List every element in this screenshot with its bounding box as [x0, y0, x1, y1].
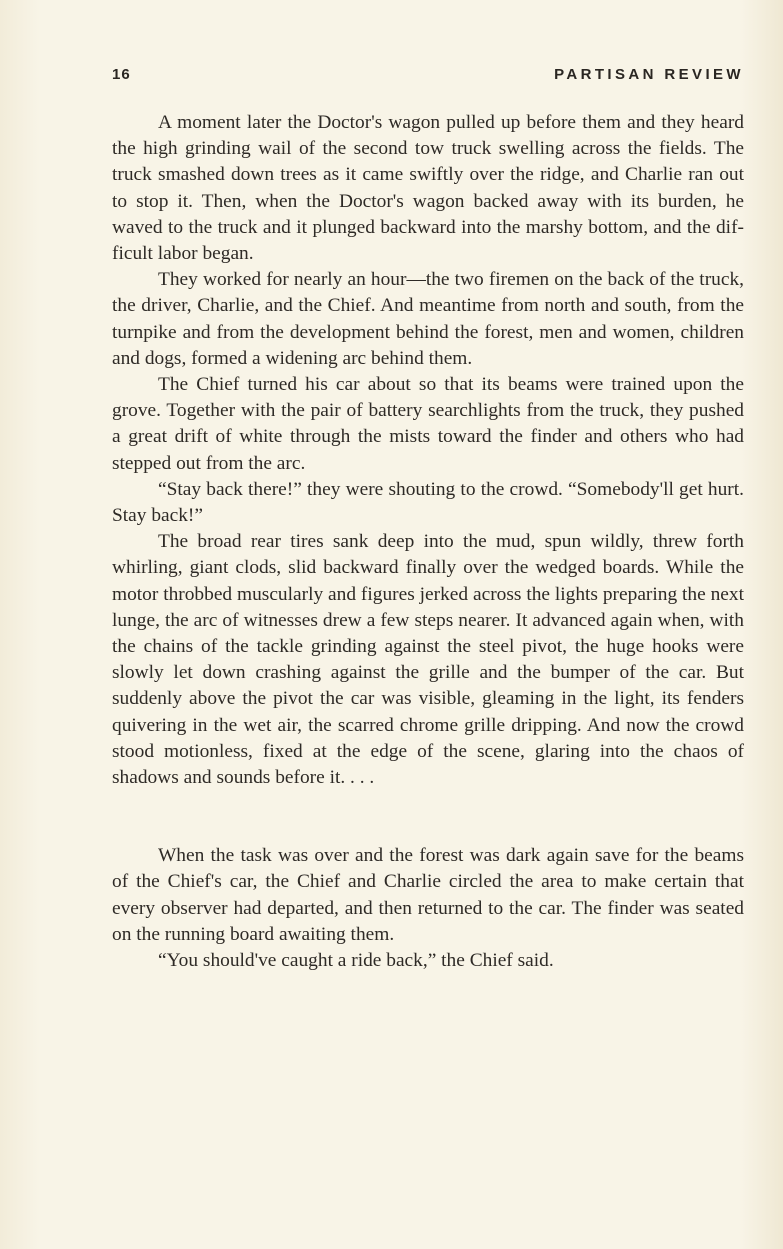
paragraph: The broad rear tires sank deep into the mud, spun wildly, threw forth whirling, giant clods, slid backward finally over the wedged boards. While the motor throbbed muscularly and figures jerked across the lights preparing the next lunge, the arc of witnesses drew a few steps nearer. It advanced again when, with the chains of the tackle grinding against the steel pivot, the huge hooks were slowly let down crashing against the grille and the bumper of the car. But suddenly above the pivot the car was visible, gleaming in the light, its fenders quivering in the wet air, the scarred chrome grille dripping. And now the crowd stood motionless, fixed at the edge of the scene, glaring into the chaos of shadows and sounds before it. . . .	[112, 531, 744, 789]
paragraph: “Stay back there!” they were shouting to the crowd. “Somebody'll get hurt. Stay back!”	[112, 478, 744, 527]
page-number: 16	[112, 66, 131, 83]
body-text	[112, 110, 744, 974]
paragraph-section-start: When the task was over and the forest was dark again save for the beams of the Chief's car, the Chief and Charlie circled the area to make certain that every observer had departed, and then returned to the car. The finder was seated on the running board awaiting them.	[112, 845, 744, 945]
page-header	[112, 66, 744, 86]
paragraph: They worked for nearly an hour—the two firemen on the back of the truck, the driver, Charlie, and the Chief. And meantime from north and south, from the turnpike and from the development behind the forest, men and women, children and dogs, formed a widening arc behind them.	[112, 269, 744, 369]
paragraph: The Chief turned his car about so that its beams were trained upon the grove. Together with the pair of battery searchlights from the truck, they pushed a great drift of white through the mists toward the finder and others who had stepped out from the arc.	[112, 374, 744, 474]
paragraph: “You should've caught a ride back,” the Chief said.	[158, 950, 554, 972]
running-head: PARTISAN REVIEW	[554, 66, 744, 83]
paragraph: A moment later the Doctor's wagon pulled up before them and they heard the high grinding wail of the second tow truck swelling across the fields. The truck smashed down trees as it came swiftly over the ridge, and Charlie ran out to stop it. Then, when the Doctor's wagon backed away with its burden, he waved to the truck and it plunged backward into the marshy bottom, and the difficult labor began.	[112, 112, 744, 265]
